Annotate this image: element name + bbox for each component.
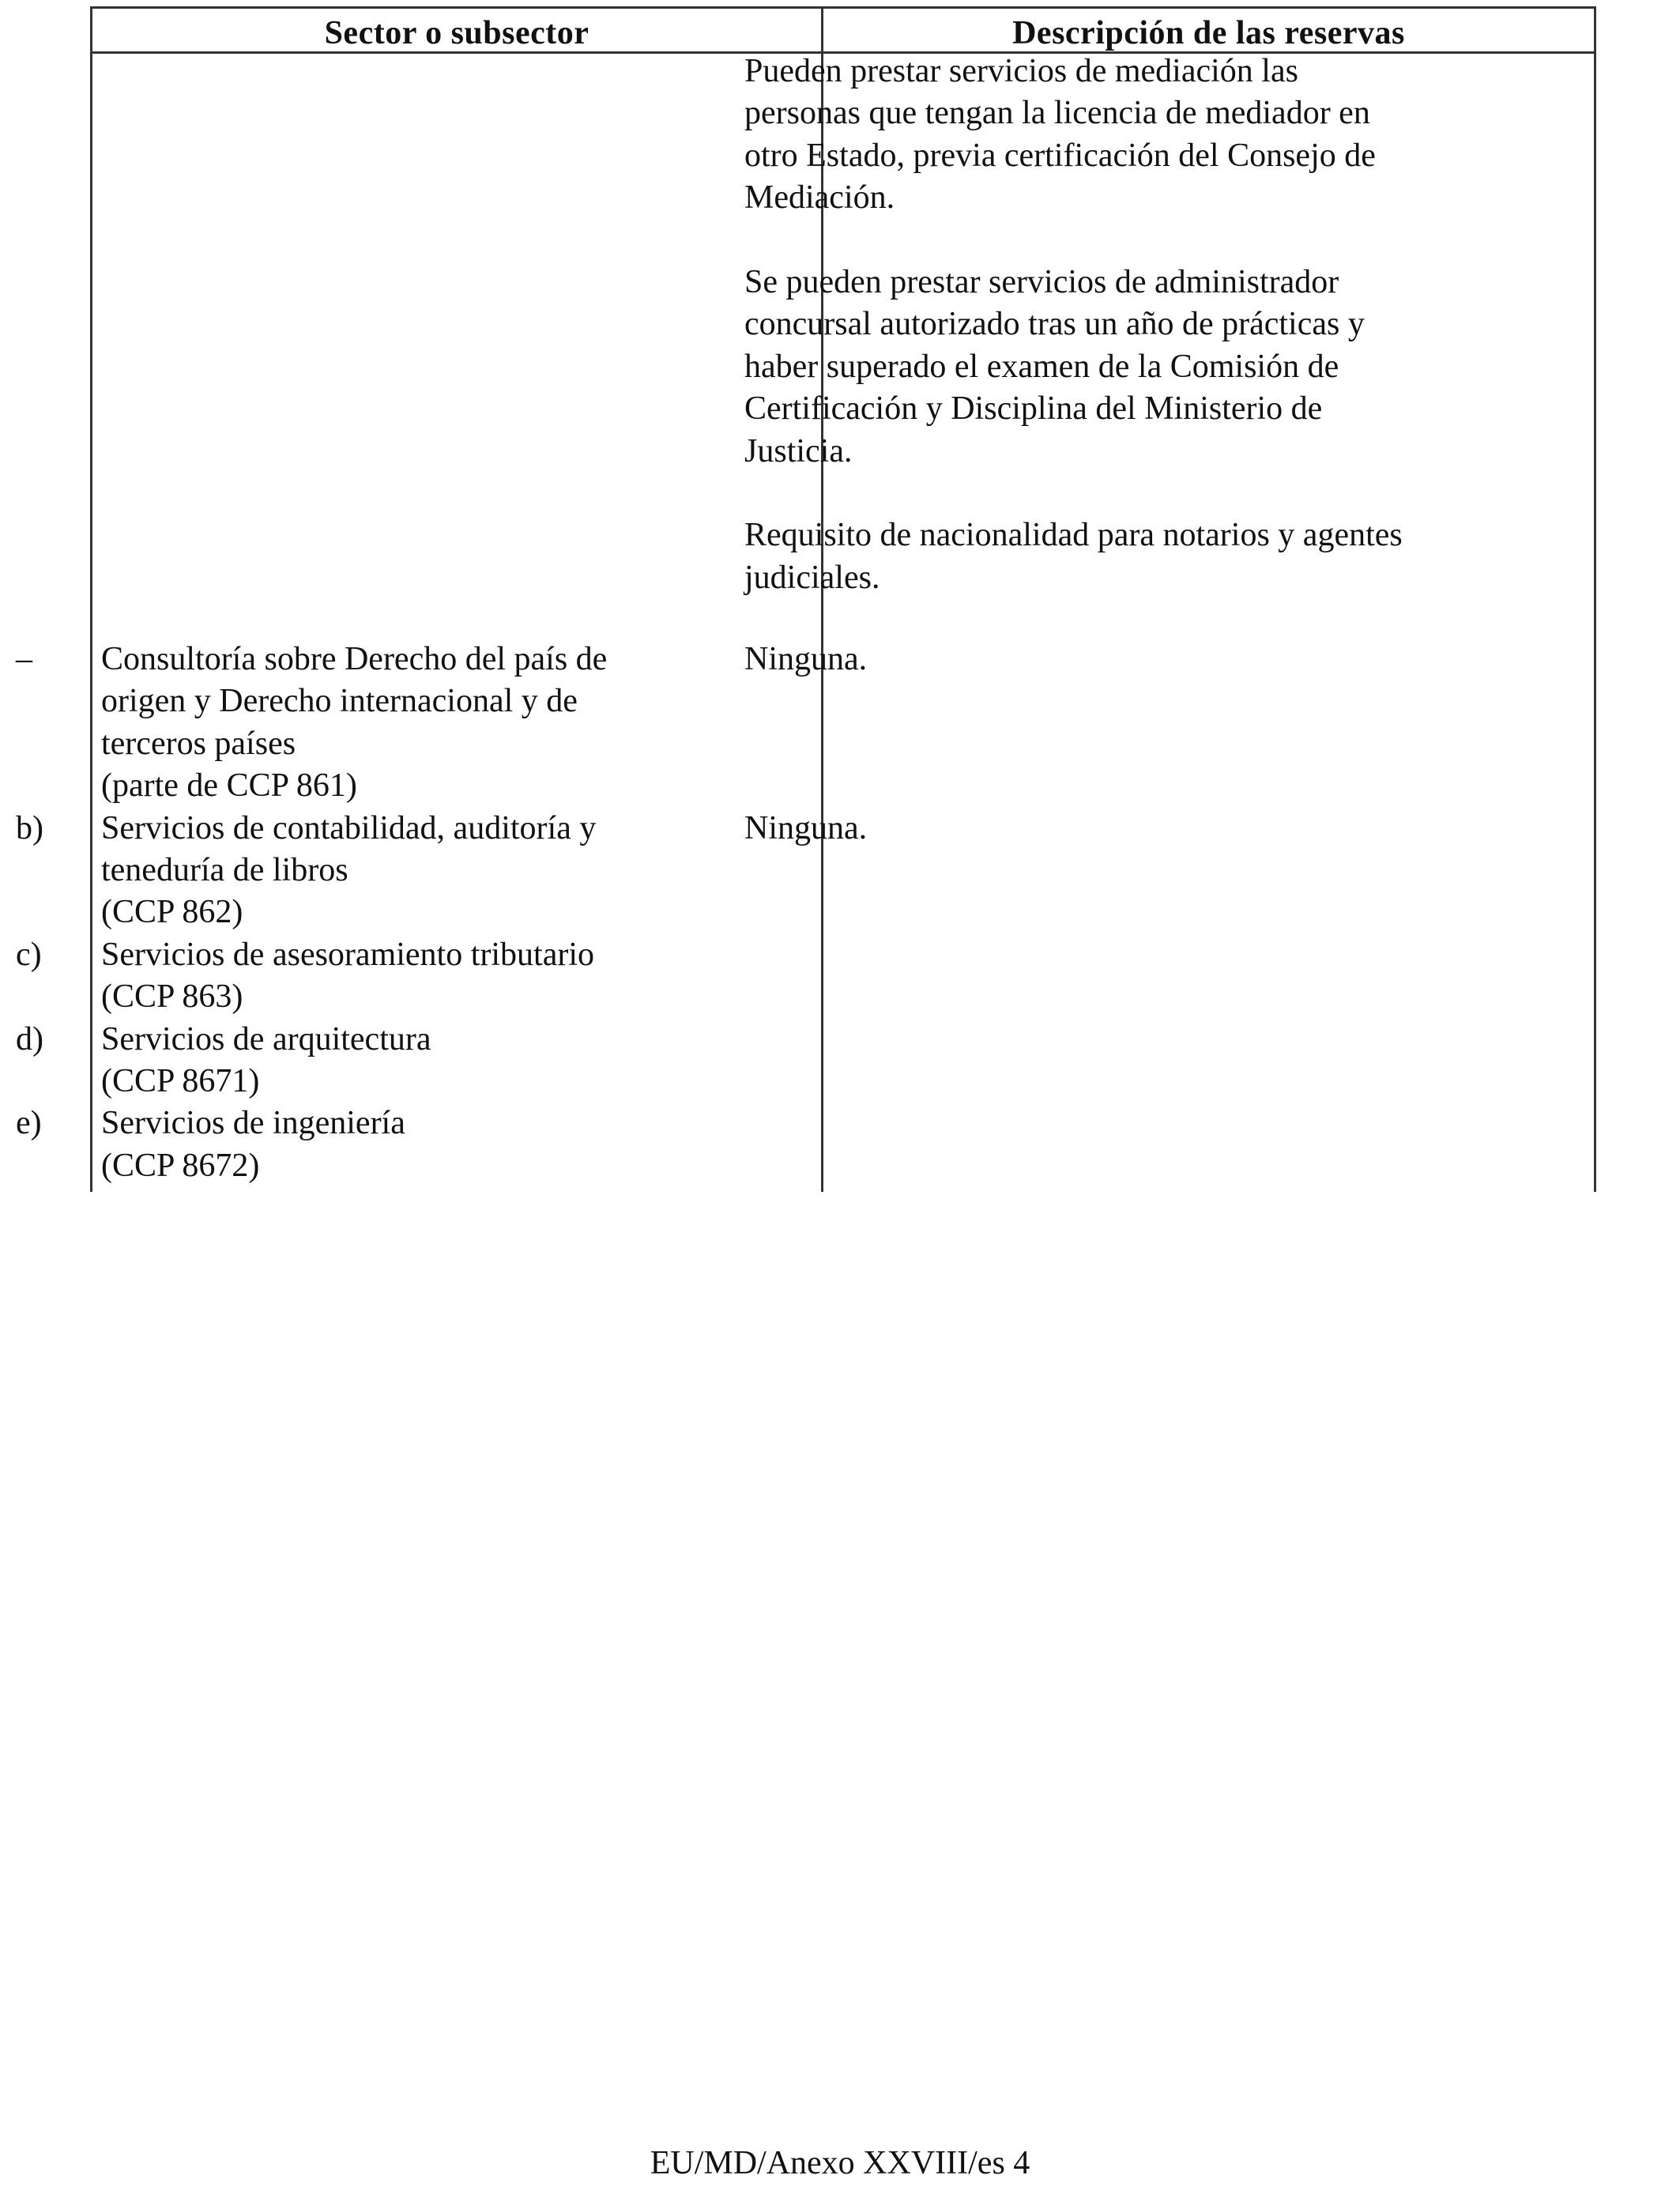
- list-marker: b): [16, 809, 43, 846]
- sector-item-accounting: [16, 808, 719, 934]
- text-line: (CCP 8672): [101, 1147, 260, 1184]
- list-marker: d): [16, 1020, 43, 1057]
- text-line: personas que tengan la licencia de mediador en: [744, 95, 1370, 132]
- sector-item-architecture: [16, 1019, 719, 1103]
- sector-list: [16, 639, 719, 1187]
- header-sector: Sector o subsector: [324, 15, 590, 51]
- text-line: concursal autorizado tras un año de prácticas y: [744, 306, 1365, 343]
- list-marker: –: [16, 641, 32, 677]
- sector-description-accounting: Ninguna.: [744, 810, 868, 846]
- text-line: Consultoría sobre Derecho del país de: [101, 641, 608, 677]
- text-line: Servicios de arquitectura: [101, 1020, 431, 1057]
- text-line: Requisito de nacionalidad para notarios y agentes: [744, 517, 1403, 554]
- table-header-row: [92, 9, 1594, 54]
- text-line: Servicios de asesoramiento tributario: [101, 936, 594, 973]
- sector-item-legal-consulting: [16, 639, 719, 808]
- sector-description-legal-consulting: Ninguna.: [744, 641, 868, 677]
- description-paragraph: [744, 262, 1503, 473]
- description-paragraph: [744, 515, 1503, 599]
- continued-description: [744, 51, 1503, 642]
- text-line: (CCP 8671): [101, 1063, 260, 1100]
- text-line: origen y Derecho internacional y de: [101, 683, 578, 720]
- header-description: Descripción de las reservas: [1012, 15, 1405, 51]
- text-line: Servicios de ingeniería: [101, 1105, 405, 1142]
- text-line: (CCP 862): [101, 894, 243, 931]
- text-line: Justicia.: [744, 432, 853, 469]
- list-marker: e): [16, 1105, 42, 1142]
- page-footer-reference: EU/MD/Anexo XXVIII/es 4: [650, 2145, 1030, 2181]
- list-marker: c): [16, 936, 42, 973]
- text-line: terceros países: [101, 725, 296, 762]
- text-line: (parte de CCP 861): [101, 767, 357, 805]
- text-line: teneduría de libros: [101, 852, 348, 889]
- description-paragraph: [744, 51, 1503, 220]
- sector-item-engineering: [16, 1103, 719, 1187]
- text-line: Servicios de contabilidad, auditoría y: [101, 809, 597, 846]
- text-line: judiciales.: [744, 559, 880, 596]
- text-line: Certificación y Disciplina del Ministerio de: [744, 390, 1323, 428]
- text-line: Mediación.: [744, 179, 895, 217]
- text-line: haber superado el examen de la Comisión de: [744, 348, 1339, 385]
- text-line: Se pueden prestar servicios de administrador: [744, 264, 1339, 301]
- text-line: Pueden prestar servicios de mediación las: [744, 53, 1298, 89]
- sector-item-tax-advisory: [16, 934, 719, 1019]
- text-line: otro Estado, previa certificación del Consejo de: [744, 137, 1376, 174]
- text-line: (CCP 863): [101, 978, 243, 1016]
